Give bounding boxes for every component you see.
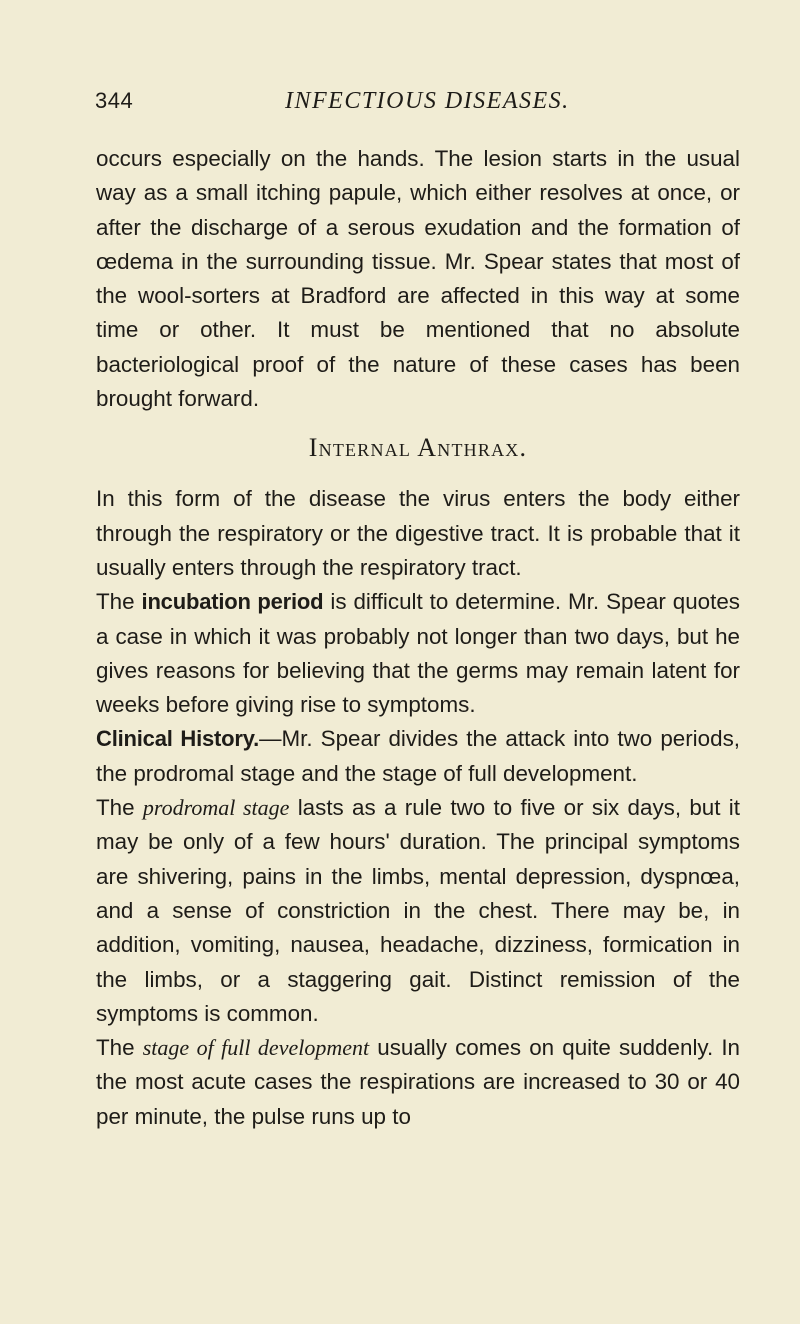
paragraph-text: —Mr. Spear divides the attack into two periods, the prodromal stage and the stage of full development. [96, 726, 740, 786]
paragraph-text: In this form of the disease the virus enters the body either through the respiratory or the digestive tract. It is probable that it usually enters through the respiratory tract. [96, 486, 740, 580]
paragraph-text: The [96, 1035, 143, 1061]
italic-term-prodromal-stage: prodromal stage [142, 795, 290, 821]
paragraph-text: lasts as a rule two to five or six days, but it may be only of a few hours' duration. The principal symptoms are shivering, pains in the limbs, mental depression, dyspnœa, and a sense of constriction in the chest. There may be, in addition, vomiting, nausea, headache, dizziness, formication in the limbs, or a staggering gait. Distinct remission of the symptoms is common. [96, 795, 740, 1026]
section-heading: Internal Anthrax. [308, 433, 528, 463]
bold-term-clinical-history: Clinical History. [96, 726, 260, 752]
paragraph-text: The [96, 795, 143, 821]
paragraph-text: usually comes on quite suddenly. In the most acute cases the respirations are increased to 30 or 40 per minute, the pulse runs up to [96, 1035, 740, 1129]
bold-term-incubation-period: incubation period [141, 589, 324, 615]
paragraph-internal-anthrax [96, 482, 740, 585]
paragraph-text: is difficult to determine. Mr. Spear quotes a case in which it was probably not longer than two days, but he gives reasons for believing that the germs may remain latent for weeks before giving rise to symptoms. [96, 589, 740, 718]
paragraph-prodromal-stage [96, 791, 740, 1031]
paragraph-incubation-period [96, 585, 740, 722]
paragraph-clinical-history [96, 722, 740, 791]
page-header [95, 88, 715, 118]
paragraph-full-development [96, 1031, 740, 1134]
paragraph-continuation: occurs especially on the hands. The lesion starts in the usual way as a small itching papule, which either resolves at once, or after the discharge of a serous exudation and the formation of œdema in the surrounding tissue. Mr. Spear states that most of the wool-sorters at Bradford are affected in this way at some time or other. It must be mentioned that no absolute bacteriological proof of the nature of these cases has been brought forward. [96, 146, 740, 412]
italic-term-full-development: stage of full development [142, 1035, 370, 1061]
running-title: INFECTIOUS DISEASES. [285, 88, 570, 114]
body-text [96, 142, 740, 1134]
page-number: 344 [95, 88, 134, 113]
paragraph-text: The [96, 589, 142, 615]
